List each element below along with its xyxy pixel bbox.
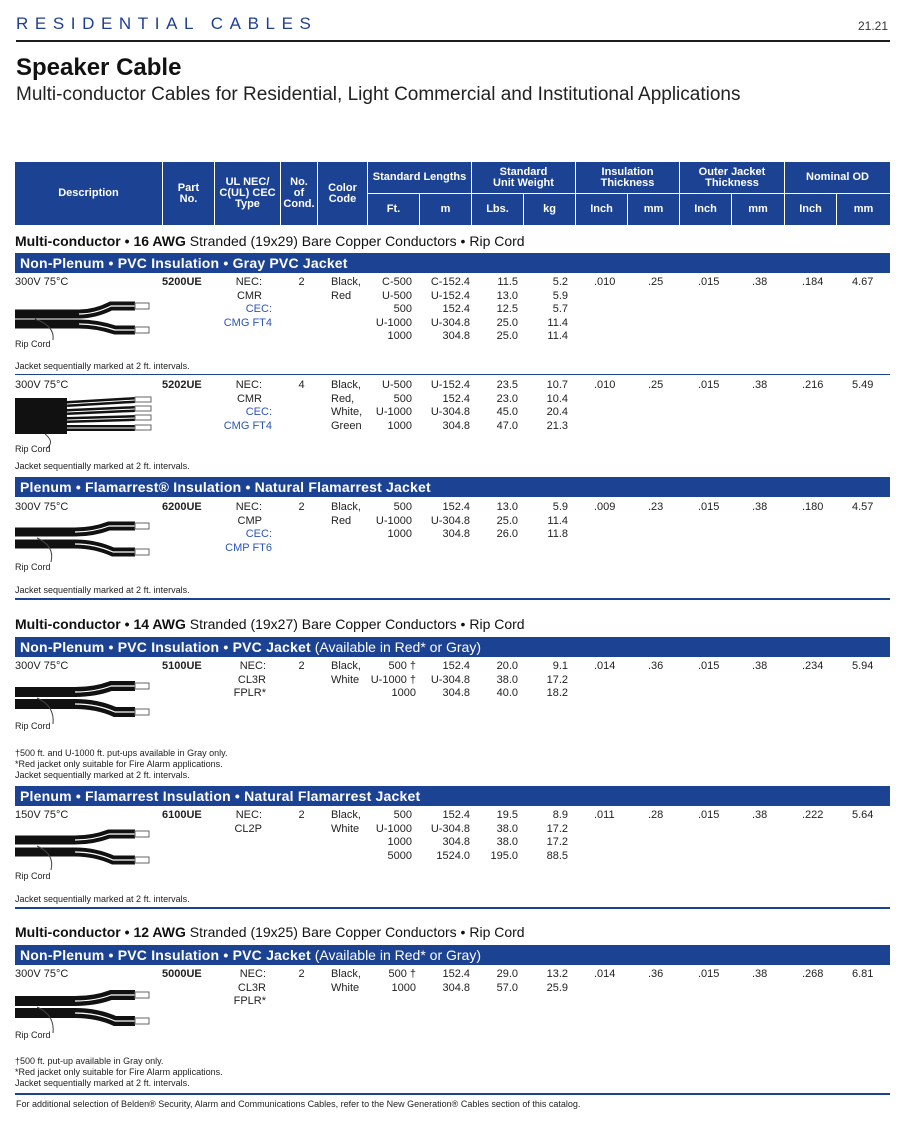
- conductor-count: 4: [298, 379, 305, 391]
- nec-type: NEC: CL3R FPLR*: [233, 968, 266, 1007]
- section-divider: [15, 907, 890, 909]
- section-14awg-heading: Multi-conductor • 14 AWG Stranded (19x27) Bare Copper Conductors • Rip Cord: [15, 616, 525, 632]
- weight-lbs: 11.5 13.0 12.5 25.0 25.0: [496, 276, 518, 342]
- weight-kg: 5.2 5.9 5.7 11.4 11.4: [547, 276, 568, 342]
- col-jacket-inch: Inch: [680, 194, 732, 225]
- insulation-inch: .009: [594, 501, 616, 513]
- weight-lbs: 19.5 38.0 38.0 195.0: [490, 809, 518, 862]
- weight-lbs: 29.0 57.0: [496, 968, 518, 994]
- conductor-count: 2: [298, 660, 305, 672]
- part-number: 5000UE: [162, 968, 202, 980]
- insulation-inch: .011: [594, 809, 615, 821]
- od-inch: .268: [802, 968, 824, 980]
- length-m: U-152.4 152.4 U-304.8 304.8: [430, 379, 470, 432]
- od-inch: .234: [802, 660, 824, 672]
- col-insulation: Insulation Thickness: [576, 162, 680, 194]
- length-ft: 500 U-1000 1000: [375, 501, 412, 540]
- band-plenum-flamarrest-2: Plenum • Flamarrest Insulation • Natural Flamarrest Jacket: [15, 786, 890, 806]
- band-nonplenum-pvc-gray: Non-Plenum • PVC Insulation • Gray PVC Jacket: [15, 253, 890, 273]
- page-header: [16, 10, 890, 42]
- band-nonplenum-pvc-red-gray: Non-Plenum • PVC Insulation • PVC Jacket (Available in Red* or Gray): [15, 637, 890, 657]
- color-code: Black, White: [331, 660, 361, 686]
- section-16awg-heading: Multi-conductor • 16 AWG Stranded (19x29) Bare Copper Conductors • Rip Cord: [15, 233, 525, 249]
- nec-type: NEC: CMR: [235, 379, 262, 405]
- conductor-count: 2: [298, 809, 305, 821]
- nec-type: NEC: CL3R FPLR*: [233, 660, 266, 699]
- catalog-section-title: RESIDENTIAL CABLES: [16, 14, 318, 33]
- jacket-inch: .015: [698, 809, 720, 821]
- nec-type: NEC: CL2P: [234, 809, 262, 835]
- part-number: 5202UE: [162, 379, 202, 391]
- col-nominal-od: Nominal OD: [785, 162, 890, 194]
- color-code: Black, White: [331, 809, 361, 835]
- od-mm: 5.94: [852, 660, 874, 672]
- col-description: Description: [15, 162, 163, 225]
- od-inch: .184: [802, 276, 824, 288]
- rip-cord-label: Rip Cord: [15, 444, 51, 454]
- voltage-rating: 300V 75°C: [15, 660, 69, 672]
- col-color-code: Color Code: [318, 162, 368, 225]
- voltage-rating: 150V 75°C: [15, 809, 69, 821]
- rip-cord-label: Rip Cord: [15, 1030, 51, 1040]
- insulation-mm: .25: [648, 276, 664, 288]
- jacket-mm: .38: [752, 809, 768, 821]
- col-standard-lengths: Standard Lengths: [368, 162, 472, 194]
- rip-cord-label: Rip Cord: [15, 562, 51, 572]
- conductor-count: 2: [298, 501, 305, 513]
- footnotes: †500 ft. and U-1000 ft. put-ups available in Gray only. *Red jacket only suitable for Fire Alarm applications. Jacket sequentially marked at 2 ft. intervals.: [15, 748, 228, 780]
- jacket-note: Jacket sequentially marked at 2 ft. intervals.: [15, 894, 190, 904]
- band-nonplenum-pvc-red-gray-2: Non-Plenum • PVC Insulation • PVC Jacket (Available in Red* or Gray): [15, 945, 890, 965]
- voltage-rating: 300V 75°C: [15, 501, 69, 513]
- od-mm: 4.67: [852, 276, 874, 288]
- page-title: Speaker Cable: [16, 54, 182, 81]
- table-header: [15, 162, 890, 225]
- insulation-mm: .36: [648, 660, 664, 672]
- od-inch: .180: [802, 501, 824, 513]
- weight-lbs: 20.0 38.0 40.0: [496, 660, 518, 699]
- insulation-inch: .010: [594, 379, 616, 391]
- col-type: UL NEC/ C(UL) CEC Type: [215, 162, 281, 225]
- jacket-mm: .38: [752, 276, 768, 288]
- cec-type: CEC: CMG FT4: [223, 406, 272, 432]
- insulation-mm: .23: [648, 501, 664, 513]
- section-divider: [15, 598, 890, 600]
- od-mm: 5.64: [852, 809, 874, 821]
- col-m: m: [420, 194, 472, 225]
- nec-type: NEC: CMP: [235, 501, 262, 527]
- col-jacket-mm: mm: [732, 194, 785, 225]
- length-m: 152.4 U-304.8 304.8: [430, 501, 470, 540]
- col-ins-mm: mm: [628, 194, 680, 225]
- od-mm: 4.57: [852, 501, 874, 513]
- length-ft: C-500 U-500 500 U-1000 1000: [375, 276, 412, 342]
- jacket-inch: .015: [698, 501, 720, 513]
- weight-lbs: 13.0 25.0 26.0: [496, 501, 518, 540]
- jacket-note: Jacket sequentially marked at 2 ft. intervals.: [15, 361, 190, 371]
- weight-kg: 10.7 10.4 20.4 21.3: [546, 379, 568, 432]
- weight-kg: 9.1 17.2 18.2: [546, 660, 568, 699]
- od-inch: .216: [802, 379, 824, 391]
- jacket-mm: .38: [752, 660, 768, 672]
- length-ft: 500 U-1000 1000 5000: [375, 809, 412, 862]
- insulation-inch: .014: [594, 968, 616, 980]
- voltage-rating: 300V 75°C: [15, 276, 69, 288]
- col-conductors: No. of Cond.: [281, 162, 318, 225]
- insulation-mm: .28: [648, 809, 664, 821]
- weight-lbs: 23.5 23.0 45.0 47.0: [496, 379, 518, 432]
- voltage-rating: 300V 75°C: [15, 968, 69, 980]
- length-ft: 500 † 1000: [388, 968, 416, 994]
- length-m: 152.4 304.8: [442, 968, 470, 994]
- row-divider: [15, 374, 890, 375]
- part-number: 6100UE: [162, 809, 202, 821]
- page-number: 21.21: [857, 19, 888, 33]
- rip-cord-label: Rip Cord: [15, 721, 51, 731]
- weight-kg: 5.9 11.4 11.8: [547, 501, 568, 540]
- jacket-inch: .015: [698, 660, 720, 672]
- jacket-mm: .38: [752, 501, 768, 513]
- insulation-mm: .36: [648, 968, 664, 980]
- length-ft: U-500 500 U-1000 1000: [375, 379, 412, 432]
- jacket-note: Jacket sequentially marked at 2 ft. intervals.: [15, 585, 190, 595]
- insulation-mm: .25: [648, 379, 664, 391]
- color-code: Black, Red, White, Green: [331, 379, 363, 432]
- part-number: 6200UE: [162, 501, 202, 513]
- voltage-rating: 300V 75°C: [15, 379, 69, 391]
- jacket-inch: .015: [698, 968, 720, 980]
- length-m: 152.4 U-304.8 304.8 1524.0: [430, 809, 470, 862]
- col-od-inch: Inch: [785, 194, 837, 225]
- length-m: 152.4 U-304.8 304.8: [430, 660, 470, 699]
- jacket-inch: .015: [698, 276, 720, 288]
- jacket-inch: .015: [698, 379, 720, 391]
- weight-kg: 13.2 25.9: [546, 968, 568, 994]
- od-mm: 6.81: [852, 968, 874, 980]
- section-divider: [15, 1093, 890, 1095]
- section-12awg-heading: Multi-conductor • 12 AWG Stranded (19x25) Bare Copper Conductors • Rip Cord: [15, 924, 525, 940]
- od-inch: .222: [802, 809, 824, 821]
- conductor-count: 2: [298, 968, 305, 980]
- insulation-inch: .010: [594, 276, 616, 288]
- length-m: C-152.4 U-152.4 152.4 U-304.8 304.8: [430, 276, 470, 342]
- jacket-mm: .38: [752, 968, 768, 980]
- rip-cord-label: Rip Cord: [15, 871, 51, 881]
- jacket-note: Jacket sequentially marked at 2 ft. intervals.: [15, 461, 190, 471]
- col-ins-inch: Inch: [576, 194, 628, 225]
- part-number: 5100UE: [162, 660, 202, 672]
- od-mm: 5.49: [852, 379, 874, 391]
- color-code: Black, Red: [331, 501, 361, 527]
- part-number: 5200UE: [162, 276, 202, 288]
- weight-kg: 8.9 17.2 17.2 88.5: [546, 809, 568, 862]
- col-outer-jacket: Outer Jacket Thickness: [680, 162, 785, 194]
- length-ft: 500 † U-1000 † 1000: [370, 660, 416, 699]
- footnotes: †500 ft. put-up available in Gray only. *Red jacket only suitable for Fire Alarm applications. Jacket sequentially marked at 2 ft. intervals.: [15, 1056, 223, 1088]
- color-code: Black, Red: [331, 276, 361, 302]
- conductor-count: 2: [298, 276, 305, 288]
- col-ft: Ft.: [368, 194, 420, 225]
- cec-type: CEC: CMG FT4: [223, 303, 272, 329]
- cec-type: CEC: CMP FT6: [225, 528, 272, 554]
- col-kg: kg: [524, 194, 576, 225]
- nec-type: NEC: CMR: [235, 276, 262, 302]
- jacket-mm: .38: [752, 379, 768, 391]
- band-plenum-flamarrest: Plenum • Flamarrest® Insulation • Natural Flamarrest Jacket: [15, 477, 890, 497]
- footer-note: For additional selection of Belden® Security, Alarm and Communications Cables, refer to the New Generation® Cables section of this catalog.: [16, 1099, 581, 1109]
- col-lbs: Lbs.: [472, 194, 524, 225]
- page-subtitle: Multi-conductor Cables for Residential, Light Commercial and Institutional Applications: [16, 84, 741, 105]
- rip-cord-label: Rip Cord: [15, 339, 51, 349]
- col-part-no: Part No.: [163, 162, 215, 225]
- insulation-inch: .014: [594, 660, 616, 672]
- col-standard-weight: Standard Unit Weight: [472, 162, 576, 194]
- col-od-mm: mm: [853, 203, 874, 215]
- color-code: Black, White: [331, 968, 361, 994]
